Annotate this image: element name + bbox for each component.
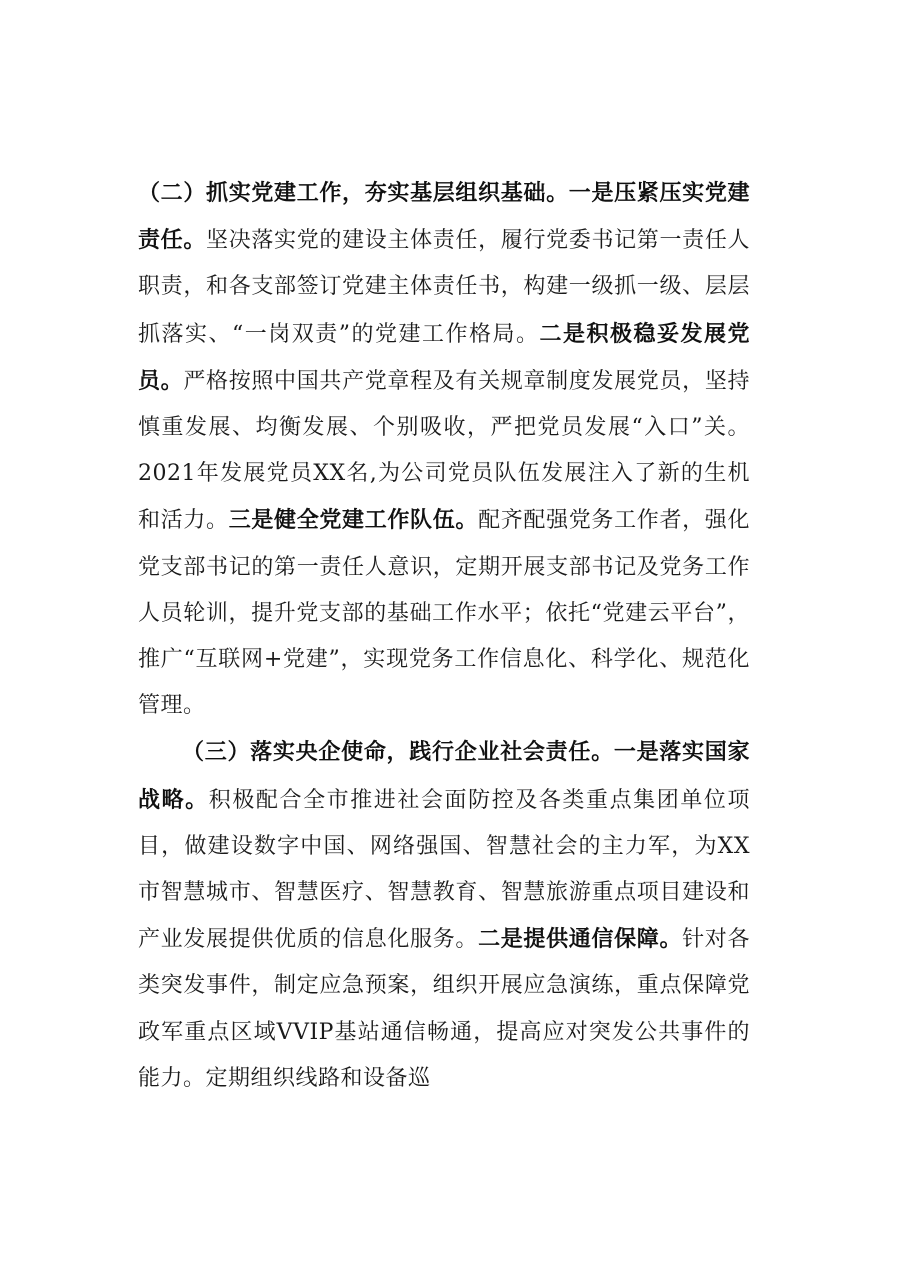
document-body xyxy=(138,170,750,1102)
section-2-point-3-body: 配齐配强党务工作者，强化党支部书记的第一责任人意识，定期开展支部书记及党务工作人员轮训，提升党支部的基础工作水平；依托“党建云平台”，推广“互联网+党建”，实现党务工作信息化、科学化、规范化管理。 xyxy=(138,508,750,719)
section-3-point-1-body: 积极配合全市推进社会面防控及各类重点集团单位项目，做建设数字中国、网络强国、智慧社会的主力军，为XX市智慧城市、智慧医疗、智慧教育、智慧旅游重点项目建设和产业发展提供优质的信息化服务。 xyxy=(138,787,750,953)
section-3-point-2-heading: 二是提供通信保障。 xyxy=(478,926,683,953)
section-2-point-2-heading: 二是积极稳妥发展党员。 xyxy=(138,320,750,394)
section-3-point-1-heading: 一是落实国家战略。 xyxy=(138,739,750,813)
section-2-heading: （二）抓实党建工作，夯实基层组织基础。 xyxy=(138,180,569,206)
paragraph-section-2 xyxy=(138,170,750,729)
section-2-point-2-body: 严格按照中国共产党章程及有关规章制度发展党员，坚持慎重发展、均衡发展、个别吸收，严把党员发展“入口”关。2021年发展党员XX名,为公司党员队伍发展注入了新的生机和活力。 xyxy=(138,368,750,534)
section-2-point-1-heading: 一是压紧压实党建责任。 xyxy=(138,180,750,254)
section-2-point-1-body: 坚决落实党的建设主体责任，履行党委书记第一责任人职责，和各支部签订党建主体责任书，构建一级抓一级、层层抓落实、“一岗双责”的党建工作格局。 xyxy=(138,228,750,347)
paragraph-section-3 xyxy=(138,729,750,1102)
section-3-point-2-body: 针对各类突发事件，制定应急预案，组织开展应急演练，重点保障党政军重点区域VVIP基站通信畅通，提高应对突发公共事件的能力。定期组织线路和设备巡 xyxy=(138,927,750,1091)
section-3-heading: （三）落实央企使命，践行企业社会责任。 xyxy=(182,739,614,766)
section-2-point-3-heading: 三是健全党建工作队伍。 xyxy=(228,507,479,534)
